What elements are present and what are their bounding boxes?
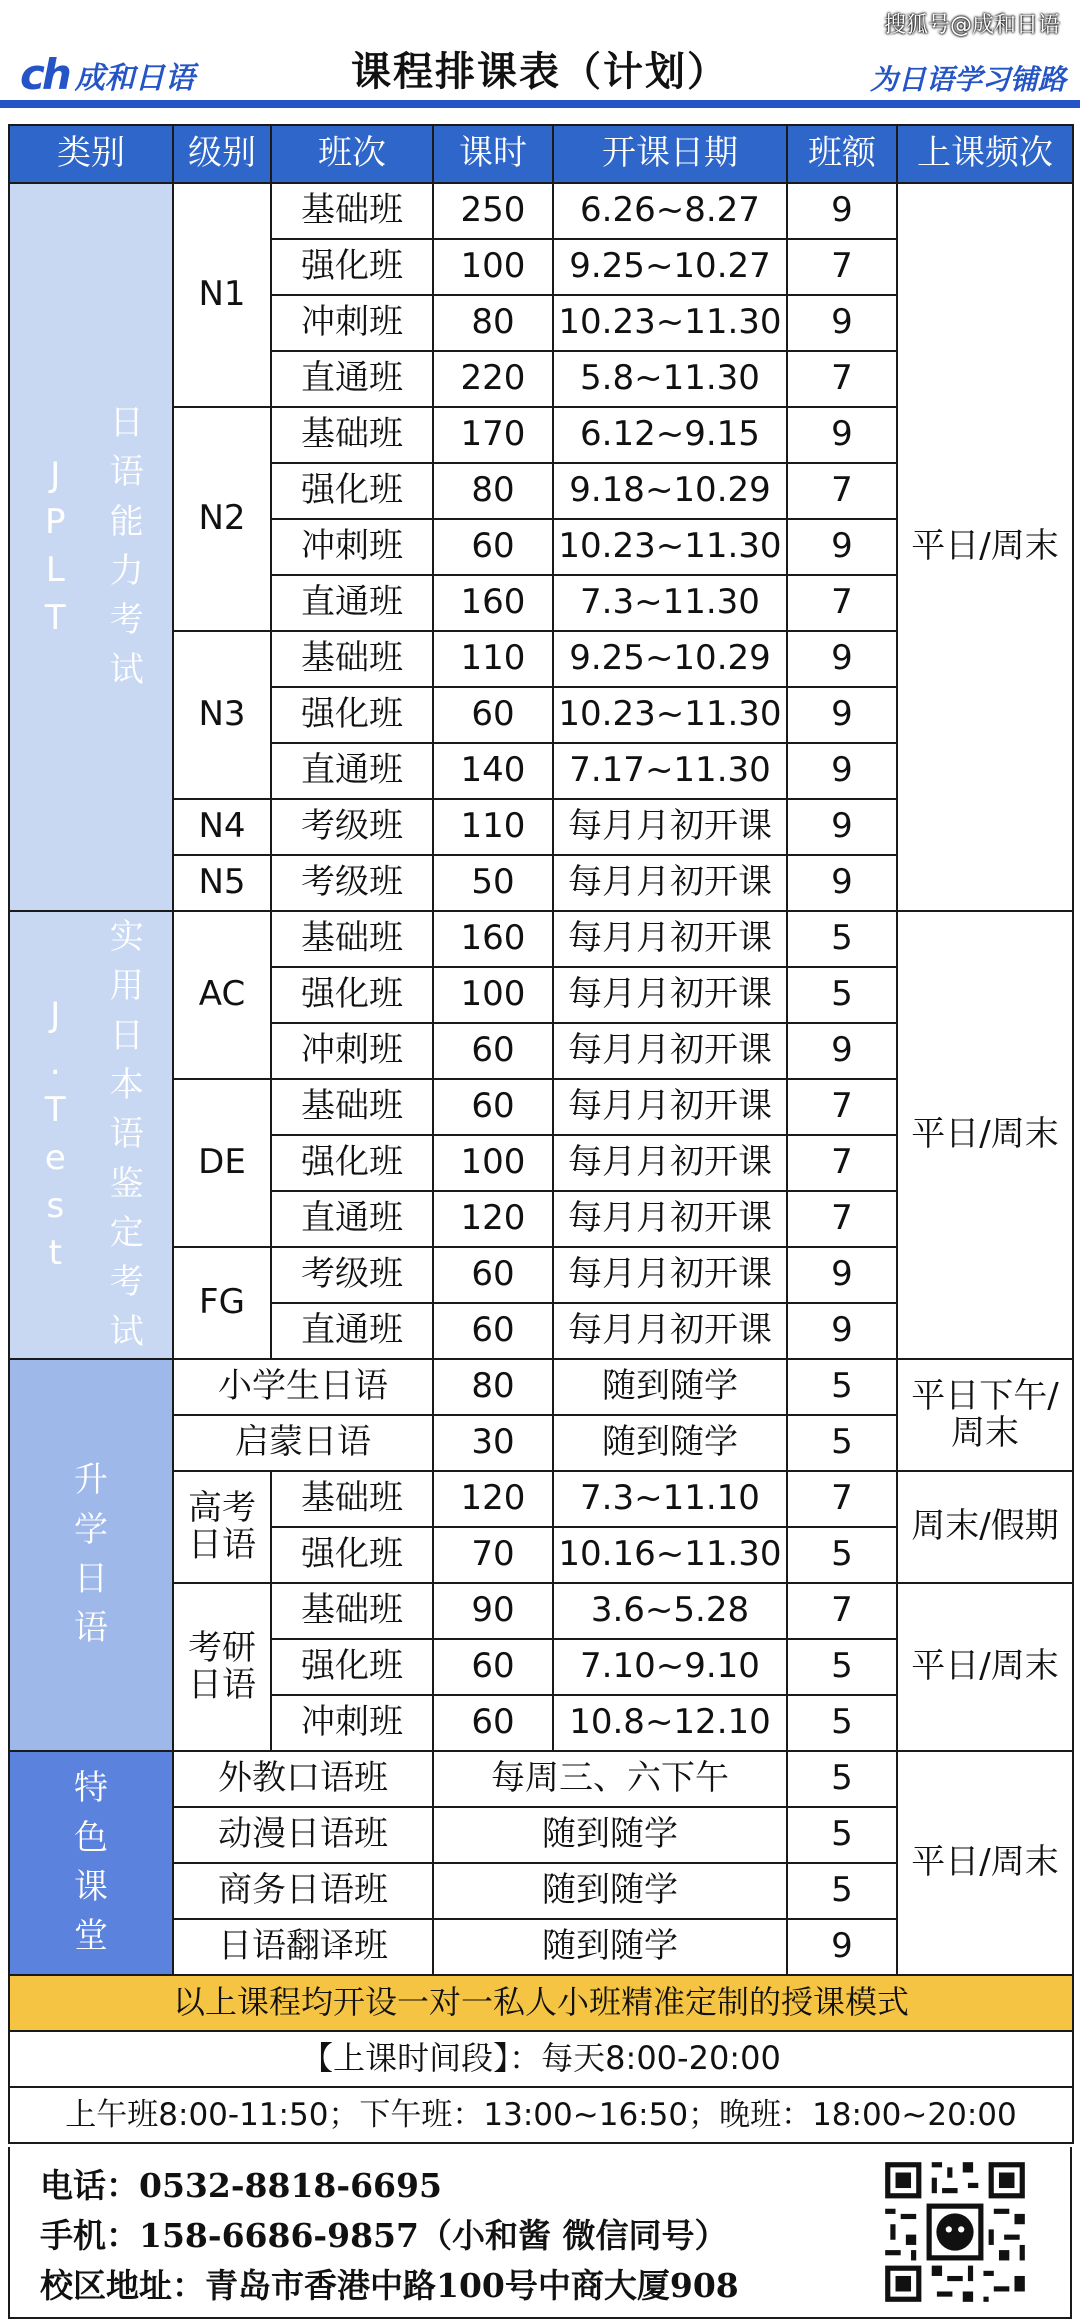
level-gaokao: 高考 日语 bbox=[173, 1471, 271, 1583]
session-times: 上午班8:00-11:50；下午班：13:00~16:50；晚班：18:00~20:00 bbox=[9, 2087, 1073, 2143]
class-size: 9 bbox=[787, 1919, 897, 1975]
level-n3: N3 bbox=[173, 631, 271, 799]
class-size: 7 bbox=[787, 1191, 897, 1247]
class-size: 9 bbox=[787, 519, 897, 575]
class-size: 5 bbox=[787, 911, 897, 967]
class-name: 外教口语班 bbox=[173, 1751, 433, 1807]
hours: 60 bbox=[433, 1023, 553, 1079]
logo-mark: ch bbox=[20, 50, 69, 99]
schedule-table bbox=[8, 124, 1074, 2144]
col-start-date: 开课日期 bbox=[553, 125, 787, 183]
class-name: 考级班 bbox=[271, 855, 433, 911]
class-name: 冲刺班 bbox=[271, 295, 433, 351]
class-size: 9 bbox=[787, 1303, 897, 1359]
class-name: 基础班 bbox=[271, 631, 433, 687]
start-date: 每月月初开课 bbox=[553, 911, 787, 967]
class-size: 5 bbox=[787, 1863, 897, 1919]
class-name: 强化班 bbox=[271, 1135, 433, 1191]
level-de: DE bbox=[173, 1079, 271, 1247]
class-name: 小学生日语 bbox=[173, 1359, 433, 1415]
col-class: 班次 bbox=[271, 125, 433, 183]
col-hours: 课时 bbox=[433, 125, 553, 183]
class-size: 5 bbox=[787, 1527, 897, 1583]
start-date: 7.10~9.10 bbox=[553, 1639, 787, 1695]
class-name: 基础班 bbox=[271, 1079, 433, 1135]
category-jtest: J . T e s t 实 用 日 本 语 鉴 定 考 试 bbox=[9, 911, 173, 1359]
hours: 60 bbox=[433, 519, 553, 575]
slogan: 为日语学习铺路 bbox=[869, 63, 1066, 96]
class-size: 7 bbox=[787, 575, 897, 631]
category-tese: 特 色 课 堂 bbox=[9, 1751, 173, 1975]
hours: 80 bbox=[433, 463, 553, 519]
class-name: 启蒙日语 bbox=[173, 1415, 433, 1471]
wechat-qr-code bbox=[880, 2157, 1030, 2307]
col-category: 类别 bbox=[9, 125, 173, 183]
level-n4: N4 bbox=[173, 799, 271, 855]
hours: 70 bbox=[433, 1527, 553, 1583]
hours: 160 bbox=[433, 575, 553, 631]
start-date: 9.25~10.27 bbox=[553, 239, 787, 295]
class-name: 强化班 bbox=[271, 967, 433, 1023]
class-size: 7 bbox=[787, 1135, 897, 1191]
start-date: 10.23~11.30 bbox=[553, 295, 787, 351]
class-size: 5 bbox=[787, 1695, 897, 1751]
hours: 100 bbox=[433, 239, 553, 295]
start-date: 每月月初开课 bbox=[553, 799, 787, 855]
frequency-gaokao: 周末/假期 bbox=[897, 1471, 1073, 1583]
hours: 60 bbox=[433, 1247, 553, 1303]
hours: 80 bbox=[433, 1359, 553, 1415]
class-name: 基础班 bbox=[271, 183, 433, 239]
start-date: 每月月初开课 bbox=[553, 1023, 787, 1079]
class-name: 强化班 bbox=[271, 1639, 433, 1695]
brand-logo bbox=[20, 50, 195, 99]
class-name: 强化班 bbox=[271, 239, 433, 295]
level-n5: N5 bbox=[173, 855, 271, 911]
class-name: 动漫日语班 bbox=[173, 1807, 433, 1863]
hours: 100 bbox=[433, 1135, 553, 1191]
start-date: 7.3~11.30 bbox=[553, 575, 787, 631]
class-size: 9 bbox=[787, 631, 897, 687]
class-size: 7 bbox=[787, 239, 897, 295]
class-name: 冲刺班 bbox=[271, 519, 433, 575]
class-name: 强化班 bbox=[271, 687, 433, 743]
class-size: 5 bbox=[787, 1359, 897, 1415]
level-fg: FG bbox=[173, 1247, 271, 1359]
contact-lines bbox=[40, 2161, 739, 2311]
class-name: 考级班 bbox=[271, 1247, 433, 1303]
start-date: 10.23~11.30 bbox=[553, 519, 787, 575]
phone-number: 电话：0532-8818-6695 bbox=[40, 2166, 442, 2205]
class-size: 5 bbox=[787, 1751, 897, 1807]
start-date: 10.8~12.10 bbox=[553, 1695, 787, 1751]
start-date: 每月月初开课 bbox=[553, 1191, 787, 1247]
hours: 170 bbox=[433, 407, 553, 463]
watermark: 搜狐号@成和日语 bbox=[883, 13, 1060, 38]
category-jlpt: J P L T 日 语 能 力 考 试 bbox=[9, 183, 173, 911]
col-frequency: 上课频次 bbox=[897, 125, 1073, 183]
sessions-row bbox=[9, 2087, 1073, 2143]
frequency-kids: 平日下午/ 周末 bbox=[897, 1359, 1073, 1471]
col-level: 级别 bbox=[173, 125, 271, 183]
start-date: 10.23~11.30 bbox=[553, 687, 787, 743]
table-row bbox=[9, 1751, 1073, 1807]
hours: 100 bbox=[433, 967, 553, 1023]
start-date: 每月月初开课 bbox=[553, 855, 787, 911]
hours: 120 bbox=[433, 1471, 553, 1527]
hours: 60 bbox=[433, 687, 553, 743]
banner-row bbox=[9, 1975, 1073, 2031]
start-date: 9.25~10.29 bbox=[553, 631, 787, 687]
class-size: 9 bbox=[787, 687, 897, 743]
hours: 250 bbox=[433, 183, 553, 239]
start-date: 7.17~11.30 bbox=[553, 743, 787, 799]
start-date: 5.8~11.30 bbox=[553, 351, 787, 407]
class-name: 日语翻译班 bbox=[173, 1919, 433, 1975]
category-shengxue: 升 学 日 语 bbox=[9, 1359, 173, 1751]
class-name: 直通班 bbox=[271, 351, 433, 407]
hours: 60 bbox=[433, 1695, 553, 1751]
hours: 90 bbox=[433, 1583, 553, 1639]
class-name: 基础班 bbox=[271, 1583, 433, 1639]
start-date: 9.18~10.29 bbox=[553, 463, 787, 519]
start-date: 随到随学 bbox=[433, 1807, 787, 1863]
logo-text: 成和日语 bbox=[74, 60, 195, 96]
hours: 80 bbox=[433, 295, 553, 351]
hours: 60 bbox=[433, 1639, 553, 1695]
level-n1: N1 bbox=[173, 183, 271, 407]
class-size: 7 bbox=[787, 1079, 897, 1135]
campus-address: 校区地址：青岛市香港中路100号中商大厦908 bbox=[40, 2266, 739, 2305]
class-name: 直通班 bbox=[271, 1191, 433, 1247]
class-size: 7 bbox=[787, 351, 897, 407]
hours: 120 bbox=[433, 1191, 553, 1247]
start-date: 随到随学 bbox=[433, 1863, 787, 1919]
mobile-number: 手机：158-6686-9857（小和酱 微信同号） bbox=[40, 2216, 728, 2255]
start-date: 6.26~8.27 bbox=[553, 183, 787, 239]
start-date: 10.16~11.30 bbox=[553, 1527, 787, 1583]
start-date: 随到随学 bbox=[553, 1415, 787, 1471]
level-kaoyan: 考研 日语 bbox=[173, 1583, 271, 1751]
start-date: 每月月初开课 bbox=[553, 967, 787, 1023]
class-size: 7 bbox=[787, 463, 897, 519]
class-name: 基础班 bbox=[271, 407, 433, 463]
time-range-row bbox=[9, 2031, 1073, 2087]
class-size: 9 bbox=[787, 799, 897, 855]
start-date: 每周三、六下午 bbox=[433, 1751, 787, 1807]
class-name: 商务日语班 bbox=[173, 1863, 433, 1919]
class-size: 5 bbox=[787, 967, 897, 1023]
class-name: 强化班 bbox=[271, 463, 433, 519]
class-name: 强化班 bbox=[271, 1527, 433, 1583]
hours: 50 bbox=[433, 855, 553, 911]
hours: 140 bbox=[433, 743, 553, 799]
class-size: 9 bbox=[787, 183, 897, 239]
class-name: 冲刺班 bbox=[271, 1023, 433, 1079]
one-on-one-banner: 以上课程均开设一对一私人小班精准定制的授课模式 bbox=[9, 1975, 1073, 2031]
hours: 110 bbox=[433, 631, 553, 687]
start-date: 每月月初开课 bbox=[553, 1303, 787, 1359]
class-size: 9 bbox=[787, 743, 897, 799]
start-date: 每月月初开课 bbox=[553, 1247, 787, 1303]
hours: 110 bbox=[433, 799, 553, 855]
class-name: 考级班 bbox=[271, 799, 433, 855]
class-name: 基础班 bbox=[271, 911, 433, 967]
start-date: 每月月初开课 bbox=[553, 1079, 787, 1135]
hours: 60 bbox=[433, 1079, 553, 1135]
level-n2: N2 bbox=[173, 407, 271, 631]
class-size: 5 bbox=[787, 1639, 897, 1695]
start-date: 6.12~9.15 bbox=[553, 407, 787, 463]
hours: 220 bbox=[433, 351, 553, 407]
table-row bbox=[9, 1359, 1073, 1415]
class-size: 9 bbox=[787, 1023, 897, 1079]
start-date: 7.3~11.10 bbox=[553, 1471, 787, 1527]
header-divider bbox=[0, 100, 1080, 108]
class-size: 9 bbox=[787, 295, 897, 351]
hours: 60 bbox=[433, 1303, 553, 1359]
table-row bbox=[9, 911, 1073, 967]
frequency-jlpt: 平日/周末 bbox=[897, 183, 1073, 911]
hours: 30 bbox=[433, 1415, 553, 1471]
class-name: 直通班 bbox=[271, 743, 433, 799]
frequency-kaoyan: 平日/周末 bbox=[897, 1583, 1073, 1751]
header bbox=[0, 36, 1080, 108]
class-time-range: 【上课时间段】：每天8:00-20:00 bbox=[9, 2031, 1073, 2087]
start-date: 3.6~5.28 bbox=[553, 1583, 787, 1639]
class-size: 9 bbox=[787, 407, 897, 463]
frequency-tese: 平日/周末 bbox=[897, 1751, 1073, 1975]
class-name: 基础班 bbox=[271, 1471, 433, 1527]
class-name: 直通班 bbox=[271, 575, 433, 631]
class-size: 5 bbox=[787, 1415, 897, 1471]
class-size: 9 bbox=[787, 1247, 897, 1303]
col-class-size: 班额 bbox=[787, 125, 897, 183]
level-ac: AC bbox=[173, 911, 271, 1079]
page-title: 课程排课表（计划） bbox=[351, 49, 729, 95]
start-date: 随到随学 bbox=[433, 1919, 787, 1975]
contact-panel bbox=[8, 2147, 1072, 2319]
hours: 160 bbox=[433, 911, 553, 967]
frequency-jtest: 平日/周末 bbox=[897, 911, 1073, 1359]
table-header-row bbox=[9, 125, 1073, 183]
class-size: 9 bbox=[787, 855, 897, 911]
table-row bbox=[9, 183, 1073, 239]
class-name: 直通班 bbox=[271, 1303, 433, 1359]
class-size: 5 bbox=[787, 1807, 897, 1863]
start-date: 随到随学 bbox=[553, 1359, 787, 1415]
class-size: 7 bbox=[787, 1471, 897, 1527]
class-name: 冲刺班 bbox=[271, 1695, 433, 1751]
class-size: 7 bbox=[787, 1583, 897, 1639]
start-date: 每月月初开课 bbox=[553, 1135, 787, 1191]
